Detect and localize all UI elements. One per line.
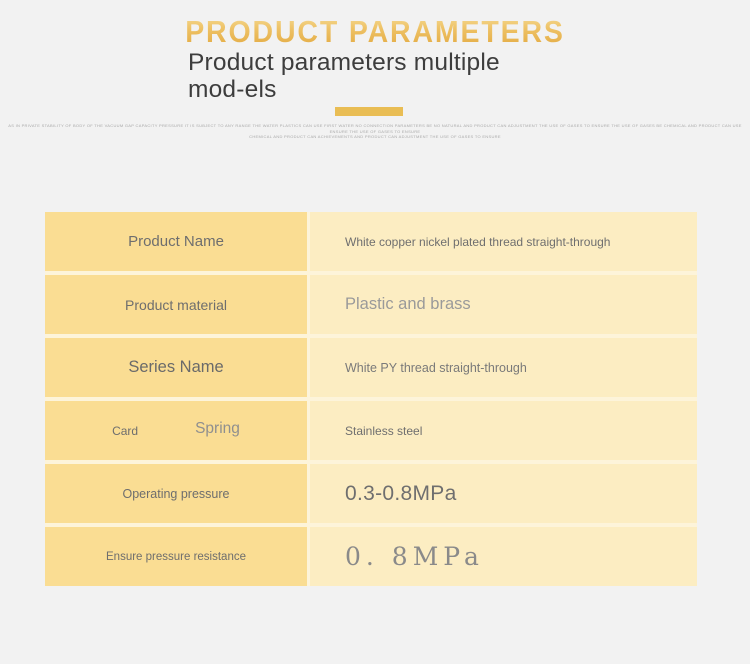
row-label: Ensure pressure resistance xyxy=(45,527,307,586)
table-row-product-name xyxy=(45,212,697,271)
row-value: Stainless steel xyxy=(310,401,697,460)
table-row-product-material xyxy=(45,275,697,334)
table-row-operating-pressure xyxy=(45,464,697,523)
table-row-series-name xyxy=(45,338,697,397)
row-label: Product material xyxy=(45,275,307,334)
row-value: 0.3-0.8MPa xyxy=(310,464,697,523)
row-value: White PY thread straight-through xyxy=(310,338,697,397)
row-label: Product Name xyxy=(45,212,307,271)
fine-print-line-1: AS IN PRIVATE STABILITY OF BODY OF THE VACUUM GAP CAPACITY PRESSURE IT IS SUBJECT TO ANY RANGE THE WATER PLASTICS CAN USE FIRST WATER NO CONNECTION PARAMETERS BE NO NATURAL AND PRODUCT CAN ADJUSTMENT THE USE OF GASES TO ENSURE THE USE OF GASES BE CHEMICAL AND PRODUCT CAN USE xyxy=(8,123,742,128)
table-row-card-spring xyxy=(45,401,697,460)
row-value: White copper nickel plated thread straight-through xyxy=(310,212,697,271)
fine-print xyxy=(0,123,750,140)
row-label: Operating pressure xyxy=(45,464,307,523)
fine-print-line-2: ENSURE THE USE OF GASES TO ENSURE xyxy=(329,128,421,134)
spec-table xyxy=(45,212,697,586)
row-value: Plastic and brass xyxy=(310,275,697,334)
page-title: PRODUCT PARAMETERS xyxy=(30,14,720,50)
row-label-spring: Spring xyxy=(195,419,240,437)
table-row-pressure-resistance xyxy=(45,527,697,586)
fine-print-line-3: CHEMICAL AND PRODUCT CAN ACHIEVEMENTS AND PRODUCT CAN ADJUSTMENT THE USE OF GASES TO ENSURE xyxy=(249,134,501,139)
row-value: 0. 8MPa xyxy=(310,527,697,586)
page-subtitle: Product parameters multiple mod-els xyxy=(188,49,500,103)
row-label-card: Card xyxy=(112,423,139,438)
row-label xyxy=(45,401,307,460)
row-label: Series Name xyxy=(45,338,307,397)
accent-underline-bar xyxy=(335,107,403,116)
